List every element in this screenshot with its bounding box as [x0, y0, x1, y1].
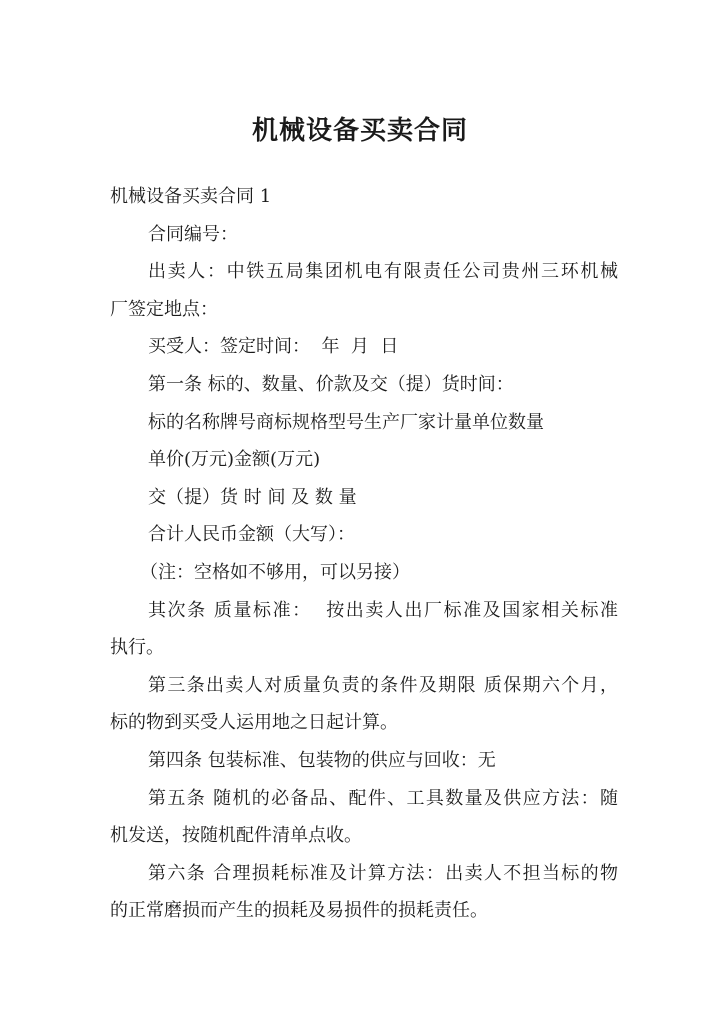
document-title: 机械设备买卖合同	[251, 116, 468, 146]
article-3-line: 第三条出卖人对质量负责的条件及期限 质保期六个月，	[148, 674, 618, 696]
table-header-line-2: 单价(万元)金额(万元)	[148, 449, 321, 471]
contract-number-line: 合同编号：	[148, 223, 238, 245]
document-body	[110, 178, 618, 930]
total-amount-line: 合计人民币金额（大写）：	[148, 524, 355, 546]
article-6-line: 第六条 合理损耗标准及计算方法：出卖人不担当标的物	[148, 862, 618, 884]
article-5-line: 第五条 随机的必备品、配件、工具数量及供应方法：随	[148, 787, 618, 809]
seller-line: 出卖人：中铁五局集团机电有限责任公司贵州三环机械	[148, 261, 618, 283]
article-5-continuation: 机发送，按随机配件清单点收。	[110, 825, 362, 847]
contract-heading-line: 机械设备买卖合同 1	[110, 186, 272, 207]
table-header-line-1: 标的名称牌号商标规格型号生产厂家计量单位数量	[148, 411, 544, 433]
buyer-line: 买受人：签定时间： 年 月 日	[148, 336, 399, 358]
article-3-continuation: 标的物到买受人运用地之日起计算。	[110, 712, 398, 734]
article-2-continuation: 执行。	[110, 637, 164, 659]
article-1-line: 第一条 标的、数量、价款及交（提）货时间：	[148, 373, 514, 395]
article-2-line: 其次条 质量标准： 按出卖人出厂标准及国家相关标准	[148, 599, 618, 621]
signing-place-line: 厂签定地点：	[110, 298, 218, 320]
article-4-line: 第四条 包装标准、包装物的供应与回收：无	[148, 749, 496, 771]
table-header-line-3: 交（提）货 时 间 及 数 量	[148, 486, 357, 508]
article-6-continuation: 的正常磨损而产生的损耗及易损件的损耗责任。	[110, 900, 488, 922]
note-line: （注：空格如不够用，可以另接）	[140, 561, 410, 583]
